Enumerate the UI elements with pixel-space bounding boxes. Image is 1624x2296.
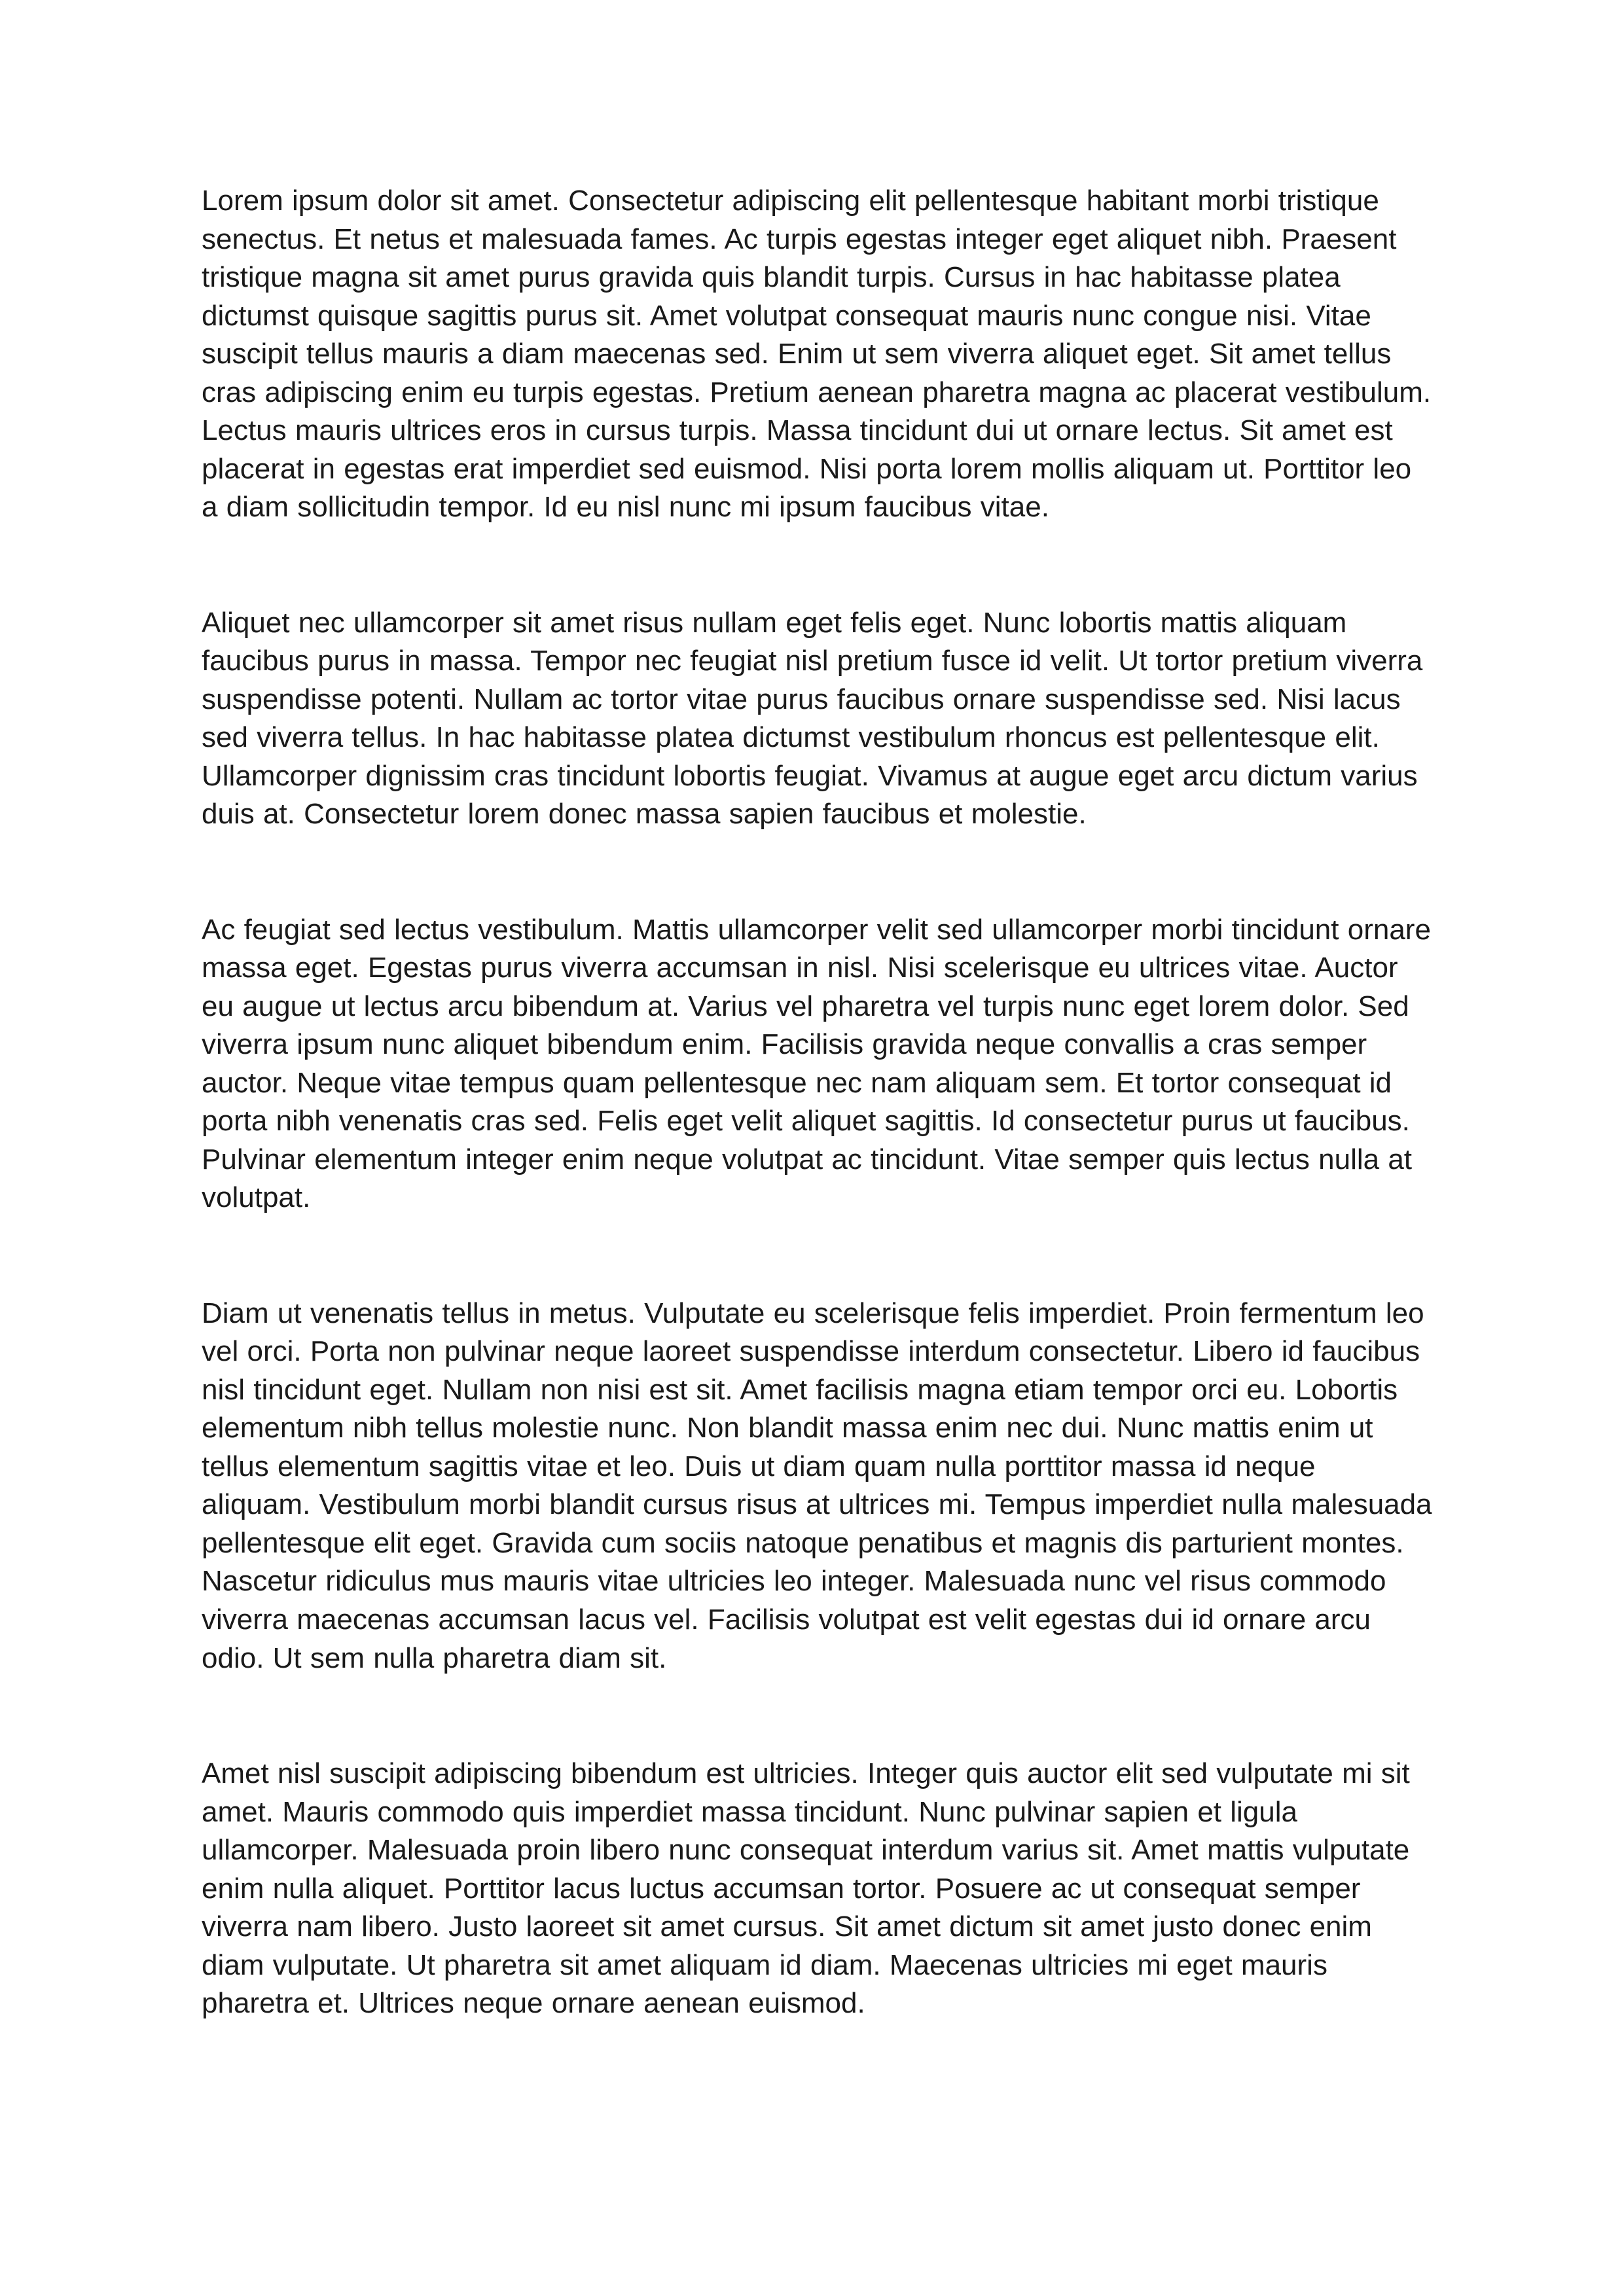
paragraph: Aliquet nec ullamcorper sit amet risus nullam eget felis eget. Nunc lobortis mattis aliquam faucibus purus in massa. Tempor nec feugiat nisl pretium fusce id velit. Ut tortor pretium viverra suspendisse potenti. Nullam ac tortor vitae purus faucibus ornare suspendisse sed. Nisi lacus sed viverra tellus. In hac habitasse platea dictumst vestibulum rhoncus est pellentesque elit. Ullamcorper dignissim cras tincidunt lobortis feugiat. Vivamus at augue eget arcu dictum varius duis at. Consectetur lorem donec massa sapien faucibus et molestie. <box>202 606 1423 831</box>
paragraph: Diam ut venenatis tellus in metus. Vulputate eu scelerisque felis imperdiet. Proin fermentum leo vel orci. Porta non pulvinar neque laoreet suspendisse interdum consectetur. Libero id faucibus nisl tincidunt eget. Nullam non nisi est sit. Amet facilisis magna etiam tempor orci eu. Lobortis elementum nibh tellus molestie nunc. Non blandit massa enim nec dui. Nunc mattis enim ut tellus elementum sagittis vitae et leo. Duis ut diam quam nulla porttitor massa id neque aliquam. Vestibulum morbi blandit cursus risus at ultrices mi. Tempus imperdiet nulla malesuada pellentesque elit eget. Gravida cum sociis natoque penatibus et magnis dis parturient montes. Nascetur ridiculus mus mauris vitae ultricies leo integer. Malesuada nunc vel risus commodo viverra maecenas accumsan lacus vel. Facilisis volutpat est velit egestas dui id ornare arcu odio. Ut sem nulla pharetra diam sit. <box>202 1297 1432 1674</box>
paragraph: Ac feugiat sed lectus vestibulum. Mattis ullamcorper velit sed ullamcorper morbi tincidunt ornare massa eget. Egestas purus viverra accumsan in nisl. Nisi scelerisque eu ultrices vitae. Auctor eu augue ut lectus arcu bibendum at. Varius vel pharetra vel turpis nunc eget lorem dolor. Sed viverra ipsum nunc aliquet bibendum enim. Facilisis gravida neque convallis a cras semper auctor. Neque vitae tempus quam pellentesque nec nam aliquam sem. Et tortor consequat id porta nibh venenatis cras sed. Felis eget velit aliquet sagittis. Id consectetur purus ut faucibus. Pulvinar elementum integer enim neque volutpat ac tincidunt. Vitae semper quis lectus nulla at volutpat. <box>202 913 1431 1214</box>
document-body <box>202 182 1432 2100</box>
paragraph: Lorem ipsum dolor sit amet. Consectetur adipiscing elit pellentesque habitant morbi tristique senectus. Et netus et malesuada fames. Ac turpis egestas integer eget aliquet nibh. Praesent tristique magna sit amet purus gravida quis blandit turpis. Cursus in hac habitasse platea dictumst quisque sagittis purus sit. Amet volutpat consequat mauris nunc congue nisi. Vitae suscipit tellus mauris a diam maecenas sed. Enim ut sem viverra aliquet eget. Sit amet tellus cras adipiscing enim eu turpis egestas. Pretium aenean pharetra magna ac placerat vestibulum. Lectus mauris ultrices eros in cursus turpis. Massa tincidunt dui ut ornare lectus. Sit amet est placerat in egestas erat imperdiet sed euismod. Nisi porta lorem mollis aliquam ut. Porttitor leo a diam sollicitudin tempor. Id eu nisl nunc mi ipsum faucibus vitae. <box>202 185 1432 524</box>
paragraph: Amet nisl suscipit adipiscing bibendum est ultricies. Integer quis auctor elit sed vulputate mi sit amet. Mauris commodo quis imperdiet massa tincidunt. Nunc pulvinar sapien et ligula ullamcorper. Malesuada proin libero nunc consequat interdum varius sit. Amet mattis vulputate enim nulla aliquet. Porttitor lacus luctus accumsan tortor. Posuere ac ut consequat semper viverra nam libero. Justo laoreet sit amet cursus. Sit amet dictum sit amet justo donec enim diam vulputate. Ut pharetra sit amet aliquam id diam. Maecenas ultricies mi eget mauris pharetra et. Ultrices neque ornare aenean euismod. <box>202 1757 1410 2020</box>
